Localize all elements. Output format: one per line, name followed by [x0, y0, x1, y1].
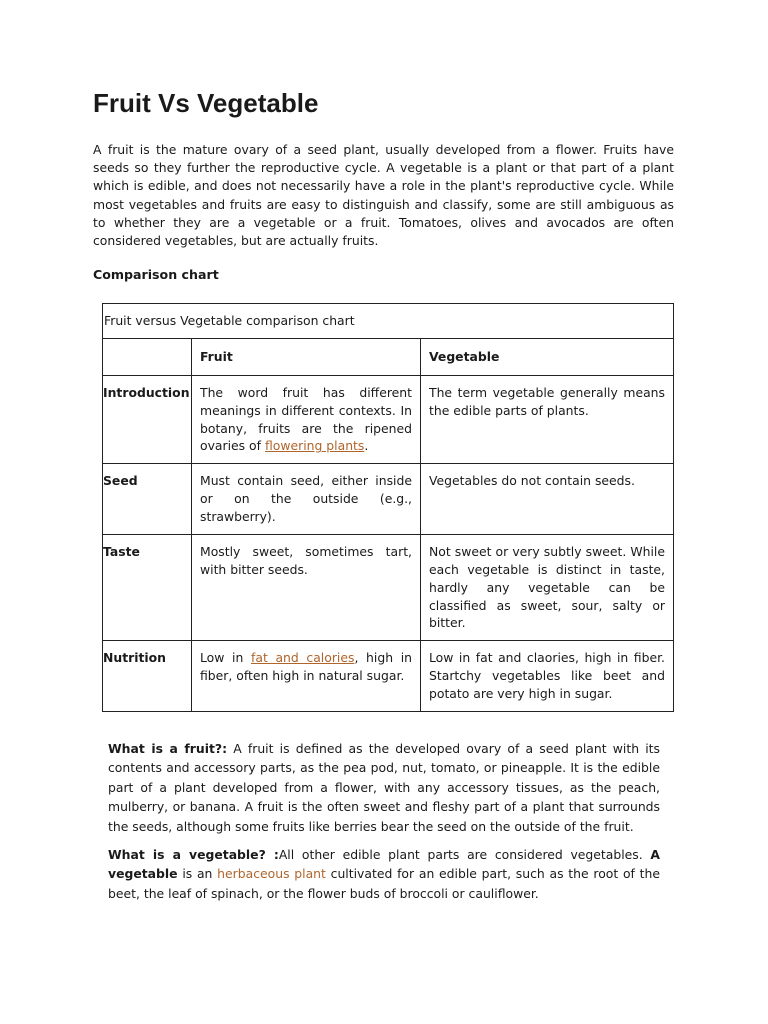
nutrition-vegetable-cell: Low in fat and claories, high in fiber. Startchy vegetables like beet and potato are very high in sugar.	[421, 641, 674, 712]
table-row	[103, 535, 674, 641]
table-header-row	[103, 339, 674, 376]
comparison-heading: Comparison chart	[93, 267, 219, 282]
table-row	[103, 376, 674, 464]
nutrition-fruit-cell	[192, 641, 421, 712]
what-is-vegetable-label: What is a vegetable? :	[108, 847, 279, 862]
introduction-vegetable-cell: The term vegetable generally means the edible parts of plants.	[421, 376, 674, 464]
seed-vegetable-cell: Vegetables do not contain seeds.	[421, 464, 674, 535]
table-caption: Fruit versus Vegetable comparison chart	[103, 304, 674, 339]
row-label-nutrition: Nutrition	[103, 641, 192, 712]
nutrition-fruit-text: Low in	[200, 650, 251, 666]
introduction-fruit-end: .	[364, 438, 369, 454]
a-vegetable-label: A vegetable	[108, 847, 661, 882]
what-is-vegetable-paragraph	[108, 845, 660, 903]
introduction-fruit-text: The word fruit has different meanings in different contexts. In botany, fruits are the ripened ovaries of	[200, 385, 412, 454]
row-label-introduction: Introduction	[103, 376, 192, 464]
table-row	[103, 641, 674, 712]
header-fruit: Fruit	[192, 339, 421, 376]
intro-paragraph: A fruit is the mature ovary of a seed plant, usually developed from a flower. Fruits have seeds so they further the reproductive cycle. A vegetable is a plant or that part of a plant which is edible, and does not necessarily have a role in the plant's reproductive cycle. While most vegetables and fruits are easy to distinguish and classify, some are still ambiguous as to whether they are a vegetable or a fruit. Tomatoes, olives and avocados are often considered vegetables, but are actually fruits.	[93, 142, 674, 249]
table-row	[103, 464, 674, 535]
header-vegetable: Vegetable	[421, 339, 674, 376]
header-blank-cell	[103, 339, 192, 376]
what-is-fruit-label: What is a fruit?:	[108, 741, 228, 756]
row-label-seed: Seed	[103, 464, 192, 535]
comparison-table	[102, 303, 674, 712]
nutrition-fruit-end: , high in fiber, often high in natural sugar.	[200, 650, 412, 683]
fat-and-calories-link[interactable]: fat and calories	[250, 650, 355, 666]
what-is-vegetable-text-1: All other edible plant parts are considered vegetables.	[278, 847, 651, 862]
what-is-fruit-paragraph	[108, 739, 660, 836]
what-is-vegetable-text-2: is an	[177, 866, 218, 882]
taste-vegetable-cell: Not sweet or very subtly sweet. While each vegetable is distinct in taste, hardly any vegetable can be classified as sweet, sour, salty or bitter.	[421, 535, 674, 641]
herbaceous-plant-link[interactable]: herbaceous plant	[217, 866, 326, 882]
seed-fruit-cell: Must contain seed, either inside or on the outside (e.g., strawberry).	[192, 464, 421, 535]
taste-fruit-cell: Mostly sweet, sometimes tart, with bitter seeds.	[192, 535, 421, 641]
row-label-taste: Taste	[103, 535, 192, 641]
flowering-plants-link[interactable]: flowering plants	[264, 438, 365, 454]
what-is-vegetable-text-3: cultivated for an edible part, such as the root of the beet, the leaf of spinach, or the flower buds of broccoli or cauliflower.	[108, 866, 660, 901]
page-title: Fruit Vs Vegetable	[93, 88, 319, 118]
what-is-fruit-text: A fruit is defined as the developed ovary of a seed plant with its contents and accessory parts, as the pea pod, nut, tomato, or pineapple. It is the edible part of a plant developed from a flower, with any accessory tissues, as the peach, mulberry, or banana. A fruit is the often sweet and fleshy part of a plant that surrounds the seeds, although some fruits like berries bear the seed on the outside of the fruit.	[108, 741, 660, 834]
introduction-fruit-cell	[192, 376, 421, 464]
table-caption-row	[103, 304, 674, 339]
